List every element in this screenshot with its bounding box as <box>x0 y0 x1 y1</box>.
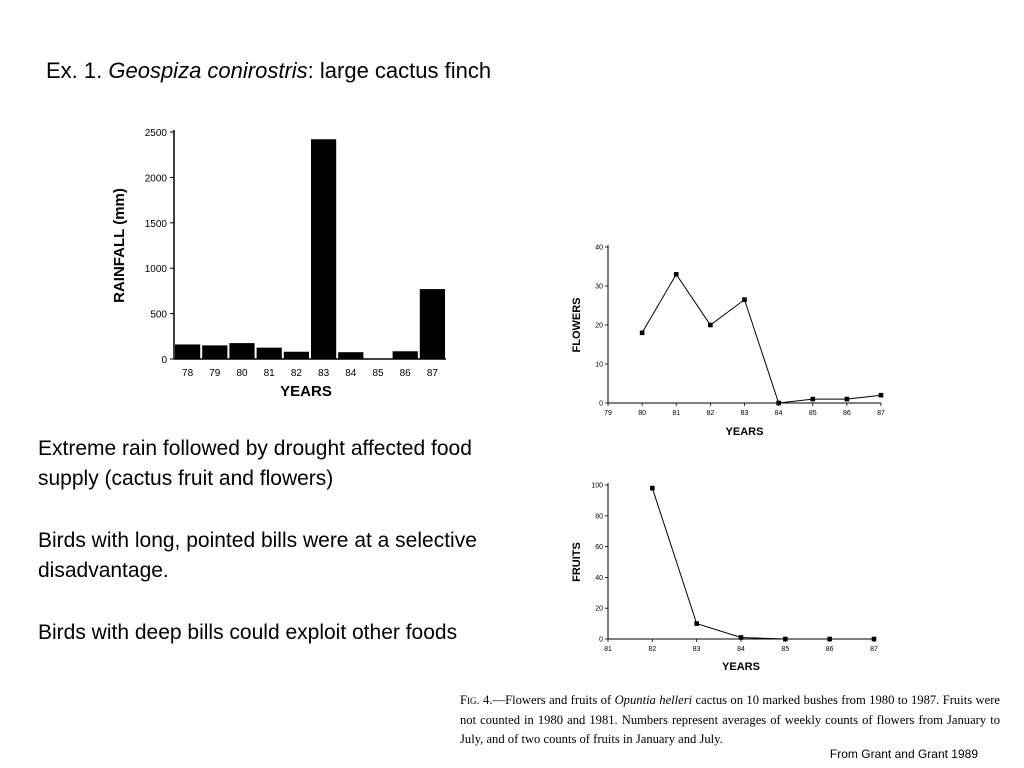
title-prefix: Ex. 1. <box>46 58 109 83</box>
bullet-text-3: Birds with deep bills could exploit other foods <box>38 621 458 644</box>
y-tick-label: 1000 <box>144 264 167 276</box>
caption-text-post: cactus on 10 marked bushes from 1980 to 1987. Fruits were not counted in 1980 and 1981. Numbers represent averages of weekly counts of flowers from January to July, and of two counts of fruits in January and July. <box>460 693 1000 746</box>
x-tick-label: 84 <box>345 368 357 379</box>
data-point-86 <box>827 637 832 642</box>
caption-text-pre: —Flowers and fruits of <box>492 693 615 707</box>
y-tick-label: 40 <box>595 244 603 252</box>
data-point-81 <box>674 272 679 277</box>
y-tick-label: 80 <box>595 513 603 521</box>
data-point-82 <box>650 486 655 491</box>
source-credit: From Grant and Grant 1989 <box>829 747 978 761</box>
flowers-line-chart <box>560 238 900 448</box>
x-tick-label: 82 <box>648 646 657 653</box>
x-tick-label: 85 <box>781 646 790 653</box>
bar-82 <box>284 352 309 359</box>
x-tick-label: 81 <box>672 410 681 417</box>
data-point-84 <box>776 401 781 406</box>
x-tick-label: 87 <box>426 368 438 379</box>
y-tick-label: 60 <box>595 544 603 552</box>
bar-78 <box>175 344 200 359</box>
data-point-85 <box>783 637 788 642</box>
x-axis-label: YEARS <box>725 426 764 438</box>
y-tick-label: 0 <box>161 355 167 366</box>
x-tick-label: 84 <box>774 410 783 417</box>
x-tick-label: 80 <box>638 410 647 417</box>
x-tick-label: 82 <box>290 368 302 379</box>
y-tick-label: 20 <box>595 605 603 613</box>
x-tick-label: 78 <box>182 368 194 379</box>
x-tick-label: 79 <box>209 368 221 379</box>
y-tick-label: 500 <box>150 309 167 321</box>
y-tick-label: 100 <box>591 482 603 490</box>
x-tick-label: 85 <box>808 410 817 417</box>
x-tick-label: 84 <box>737 646 745 653</box>
y-tick-label: 0 <box>599 636 603 644</box>
y-tick-label: 2500 <box>144 128 167 139</box>
x-axis-label: YEARS <box>722 661 760 673</box>
y-tick-label: 0 <box>599 400 603 408</box>
data-point-87 <box>872 637 877 642</box>
bar-84 <box>338 352 363 359</box>
y-tick-label: 30 <box>595 283 603 291</box>
data-point-84 <box>739 635 744 640</box>
data-point-86 <box>845 397 850 402</box>
series-line <box>652 488 874 639</box>
caption-figure-label: Fig. 4. <box>460 693 493 707</box>
bar-81 <box>257 348 282 359</box>
title-suffix: : large cactus finch <box>307 58 492 83</box>
data-point-82 <box>708 323 713 328</box>
x-tick-label: 83 <box>318 368 330 379</box>
title-species: Geospiza conirostris <box>108 58 308 83</box>
slide-title <box>46 58 491 84</box>
y-axis-label: FLOWERS <box>571 297 583 353</box>
data-point-85 <box>810 397 815 402</box>
rainfall-bar-chart <box>100 118 460 408</box>
caption-species: Opuntia helleri <box>614 693 693 707</box>
x-tick-label: 80 <box>236 368 248 379</box>
x-tick-label: 86 <box>825 646 834 653</box>
bar-87 <box>420 289 445 359</box>
y-tick-label: 40 <box>595 574 603 582</box>
bar-80 <box>229 343 254 359</box>
x-tick-label: 83 <box>740 410 749 417</box>
series-line <box>642 274 881 403</box>
data-point-83 <box>694 621 699 626</box>
figure-caption <box>460 691 1000 750</box>
y-axis-label: RAINFALL (mm) <box>111 188 128 303</box>
y-tick-label: 2000 <box>144 173 167 185</box>
bar-83 <box>311 139 336 359</box>
bullet-text-1: Extreme rain followed by drought affected food supply (cactus fruit and flowers) <box>38 437 472 490</box>
x-tick-label: 79 <box>604 410 612 417</box>
data-point-80 <box>640 331 645 336</box>
y-tick-label: 10 <box>595 361 603 369</box>
x-tick-label: 85 <box>372 368 384 379</box>
x-tick-label: 82 <box>706 410 715 417</box>
x-tick-label: 83 <box>692 646 701 653</box>
bar-85 <box>365 359 390 360</box>
bar-79 <box>202 345 227 359</box>
data-point-87 <box>879 393 884 398</box>
x-tick-label: 87 <box>877 410 885 417</box>
data-point-83 <box>742 297 747 302</box>
fruits-line-chart <box>560 478 900 683</box>
y-tick-label: 1500 <box>144 218 167 230</box>
bar-86 <box>393 351 418 359</box>
x-tick-label: 81 <box>263 368 275 379</box>
y-tick-label: 20 <box>595 322 603 330</box>
x-tick-label: 86 <box>399 368 411 379</box>
y-axis-label: FRUITS <box>571 542 583 582</box>
x-tick-label: 87 <box>870 646 878 653</box>
x-tick-label: 86 <box>842 410 851 417</box>
x-axis-label: YEARS <box>280 383 332 400</box>
bullet-text-2: Birds with long, pointed bills were at a selective disadvantage. <box>38 529 477 582</box>
x-tick-label: 81 <box>604 646 612 653</box>
